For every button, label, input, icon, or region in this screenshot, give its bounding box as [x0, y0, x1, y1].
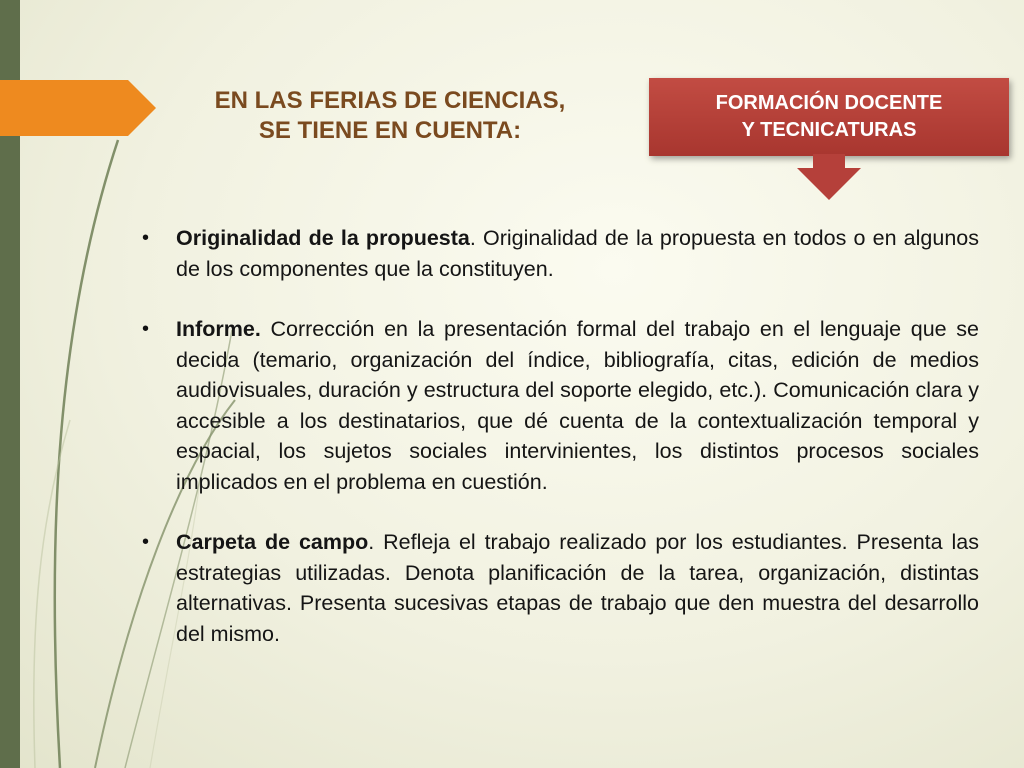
bullet-dot: •	[142, 227, 150, 249]
bullet-heading: Informe.	[176, 317, 261, 341]
badge-line-2: Y TECNICATURAS	[741, 119, 917, 141]
orange-arrow-tab	[0, 80, 156, 136]
slide-title-line-1: EN LAS FERIAS DE CIENCIAS,	[214, 87, 566, 114]
bullet-originalidad	[140, 223, 979, 284]
bullet-list	[140, 223, 979, 679]
bullet-heading: Carpeta de campo	[176, 530, 369, 554]
bullet-text	[176, 527, 979, 649]
bullet-dot: •	[142, 318, 150, 340]
bullet-body: Originalidad de la propuesta en todos o en algunos de los componentes que la constituyen.	[176, 226, 979, 281]
bullet-heading: Originalidad de la propuesta	[176, 226, 470, 250]
bullet-dot: •	[142, 531, 150, 553]
bullet-separator: .	[368, 530, 375, 554]
bullet-text	[176, 314, 979, 497]
bullet-informe	[140, 314, 979, 497]
bullet-text	[176, 223, 979, 284]
category-badge	[649, 78, 1009, 156]
bullet-body: Corrección en la presentación formal del trabajo en el lenguaje que se decida (temario, organización del índice, bibliografía, citas, edición de medios audiovisuales, duración y estructura del soporte elegido, etc.). Comunicación clara y accesible a los destinatarios, que dé cuenta de la contextualización temporal y espacial, los sujetos sociales intervinientes, los distintos procesos sociales implicados en el problema en cuestión.	[176, 317, 979, 494]
badge-line-1: FORMACIÓN DOCENTE	[715, 92, 943, 114]
slide-title	[170, 86, 610, 146]
down-arrow-icon	[797, 154, 861, 200]
bullet-body: Refleja el trabajo realizado por los estudiantes. Presenta las estrategias utilizadas. Denota planificación de la tarea, organización, distintas alternativas. Presenta sucesivas etapas de trabajo que den muestra del desarrollo del mismo.	[176, 530, 979, 646]
bullet-carpeta	[140, 527, 979, 649]
bullet-separator: .	[469, 226, 476, 250]
slide-title-line-2: SE TIENE EN CUENTA:	[258, 117, 522, 144]
